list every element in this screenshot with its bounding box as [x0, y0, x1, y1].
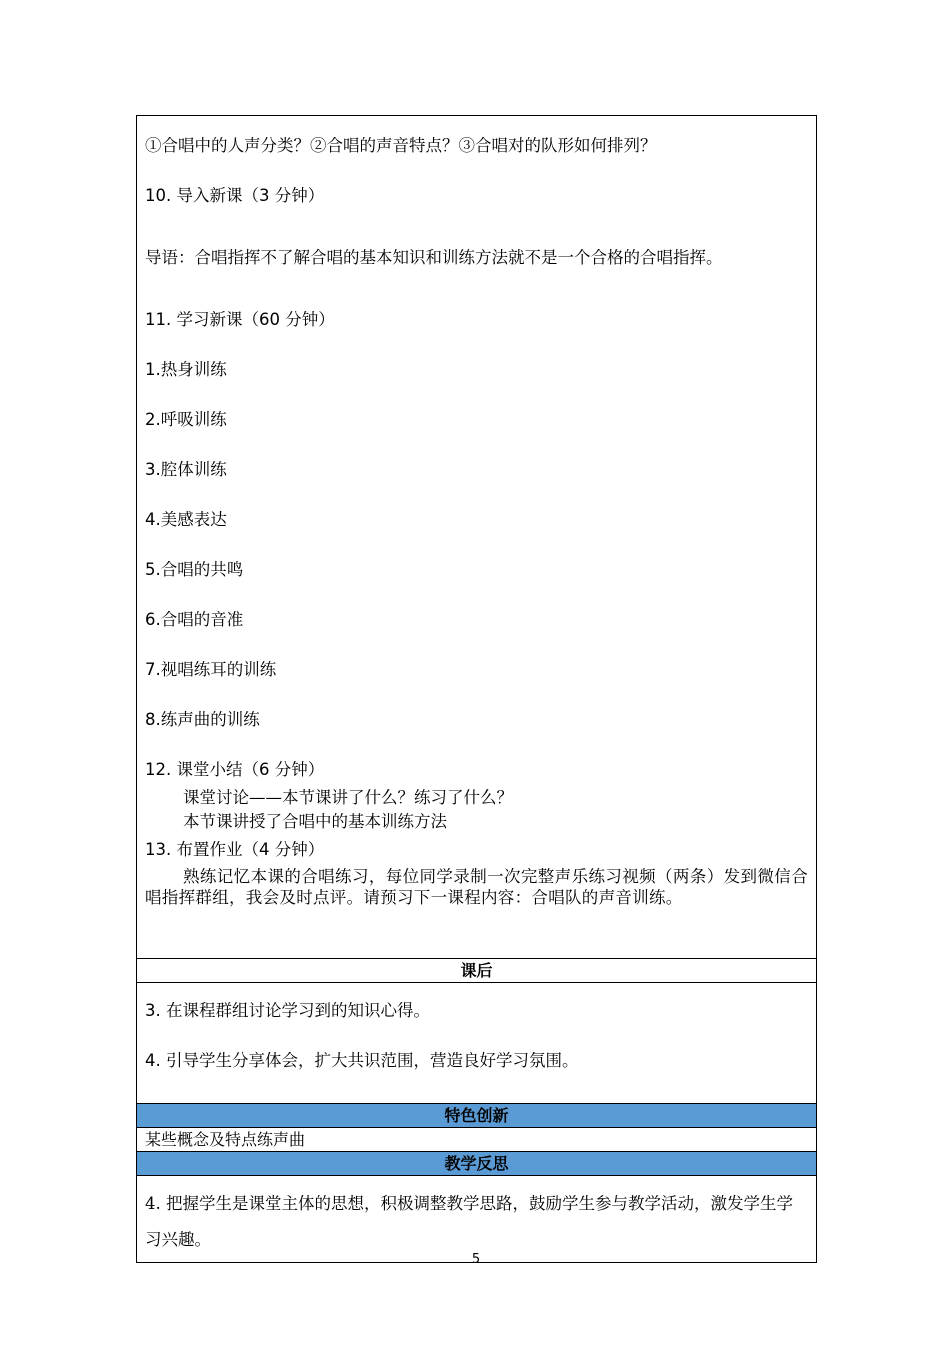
- section-13-title: 13. 布置作业（4 分钟）: [145, 840, 325, 859]
- section-12-line-2: 本节课讲授了合唱中的基本训练方法: [183, 812, 447, 831]
- section-12-line-1: 课堂讨论——本节课讲了什么？练习了什么？: [183, 788, 513, 807]
- after-class-header: 课后: [137, 959, 817, 983]
- section-11-item-3: 3.腔体训练: [145, 460, 227, 479]
- section-11-item-7: 7.视唱练耳的训练: [145, 660, 277, 679]
- review-questions: ①合唱中的人声分类？②合唱的声音特点？③合唱对的队形如何排列？: [145, 136, 657, 155]
- section-11-item-6: 6.合唱的音准: [145, 610, 244, 629]
- section-10-text: 导语：合唱指挥不了解合唱的基本知识和训练方法就不是一个合格的合唱指挥。: [145, 248, 723, 267]
- section-11-item-4: 4.美感表达: [145, 510, 227, 529]
- reflection-header: 教学反思: [137, 1152, 817, 1176]
- reflection-text: 4. 把握学生是课堂主体的思想，积极调整教学思路，鼓励学生参与教学活动，激发学生学习兴趣。: [137, 1176, 817, 1263]
- section-11-title: 11. 学习新课（60 分钟）: [145, 310, 335, 329]
- after-class-item-3: 3. 在课程群组讨论学习到的知识心得。: [145, 1001, 430, 1020]
- innovation-header: 特色创新: [137, 1104, 817, 1128]
- lesson-process-cell: [137, 116, 817, 959]
- section-10-title: 10. 导入新课（3 分钟）: [145, 186, 325, 205]
- section-11-item-8: 8.练声曲的训练: [145, 710, 260, 729]
- page-number: 5: [471, 1252, 481, 1267]
- section-11-item-2: 2.呼吸训练: [145, 410, 227, 429]
- section-11-item-1: 1.热身训练: [145, 360, 227, 379]
- section-12-title: 12. 课堂小结（6 分钟）: [145, 760, 325, 779]
- after-class-cell: [137, 983, 817, 1104]
- innovation-text: 某些概念及特点练声曲: [137, 1128, 817, 1152]
- lesson-plan-table: [136, 115, 817, 1263]
- section-13-text: 熟练记忆本课的合唱练习，每位同学录制一次完整声乐练习视频（两条）发到微信合唱指挥群组，我会及时点评。请预习下一课程内容：合唱队的声音训练。: [145, 867, 808, 907]
- after-class-item-4: 4. 引导学生分享体会，扩大共识范围，营造良好学习氛围。: [145, 1051, 579, 1070]
- section-11-item-5: 5.合唱的共鸣: [145, 560, 244, 579]
